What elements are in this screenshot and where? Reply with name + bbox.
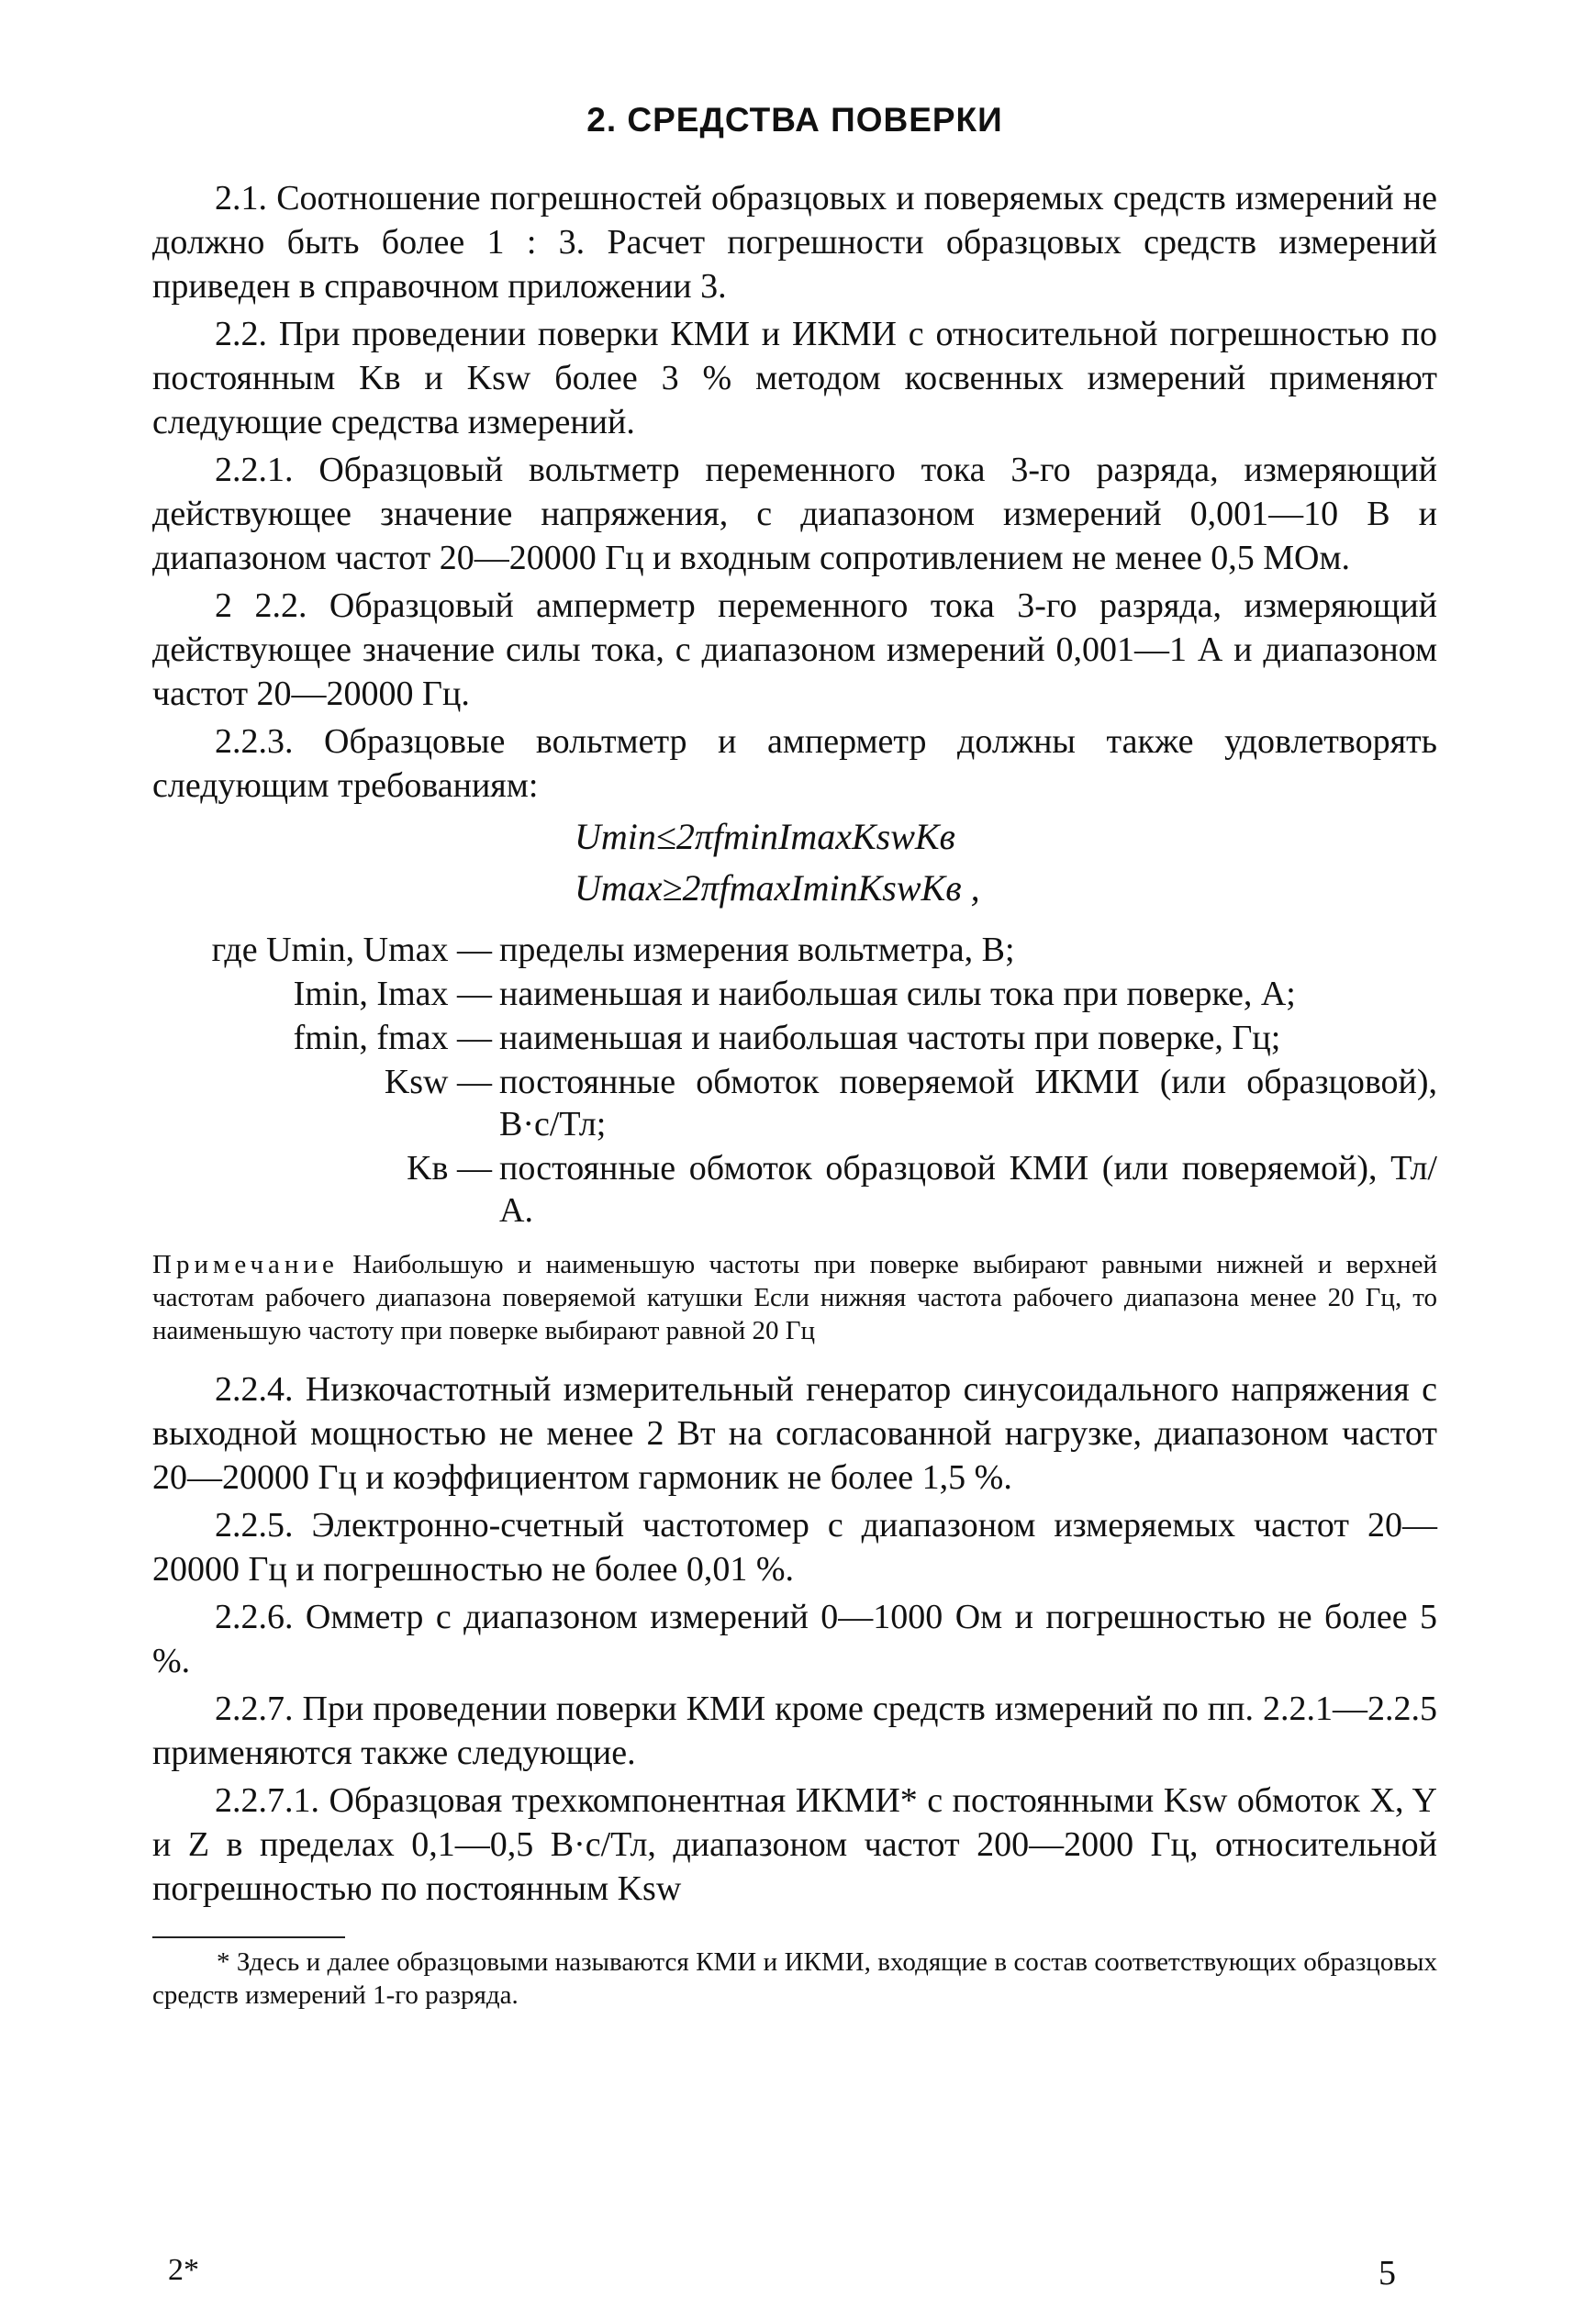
paragraph-2-2-2: 2 2.2. Образцовый амперметр переменного тока 3-го разряда, измеряющий действующее значение силы тока, с диапазоном измерений 0,001—1 А и диапазоном частот 20—20000 Гц. bbox=[152, 586, 1437, 713]
paragraph-2-2-1: 2.2.1. Образцовый вольтметр переменного тока 3-го разряда, измеряющий действующее значение напряжения, с диапазоном измерений 0,001—10 В и диапазоном частот 20—20000 Гц и входным сопротивлением не менее 0,5 МОм. bbox=[152, 451, 1437, 577]
definition-row bbox=[152, 1017, 1437, 1059]
definition-row bbox=[152, 1061, 1437, 1145]
definitions-list bbox=[152, 929, 1437, 1232]
definition-row bbox=[152, 1147, 1437, 1232]
document-page bbox=[152, 101, 1437, 2012]
definition-term: fmin, fmax — bbox=[293, 1019, 492, 1057]
paragraph-2-2-5: 2.2.5. Электронно-счетный частотомер с диапазоном измеряемых частот 20—20000 Гц и погрешностью не более 0,01 %. bbox=[152, 1506, 1437, 1589]
paragraph-2-2-6: 2.2.6. Омметр с диапазоном измерений 0—1000 Ом и погрешностью не более 5 %. bbox=[152, 1598, 1437, 1680]
formula-umin: Umin≤2πfminImaxKswKв bbox=[575, 816, 955, 857]
definition-row bbox=[152, 929, 1437, 971]
note-label: Примечание bbox=[152, 1250, 339, 1279]
definition-row bbox=[152, 973, 1437, 1015]
formula-umax: Umax≥2πfmaxIminKswKв , bbox=[575, 867, 980, 909]
definition-text: наименьшая и наибольшая силы тока при поверке, А; bbox=[499, 975, 1296, 1013]
definition-term: Kв — bbox=[407, 1149, 492, 1188]
definition-term: где Umin, Umax — bbox=[211, 931, 492, 969]
paragraph-2-2-7-1: 2.2.7.1. Образцовая трехкомпонентная ИКМИ* с постоянными Ksw обмоток X, Y и Z в пределах 0,1—0,5 В·с/Тл, диапазоном частот 200—2000 Гц, относительной погрешностью по постоянным Ksw bbox=[152, 1781, 1437, 1908]
section-title: 2. СРЕДСТВА ПОВЕРКИ bbox=[586, 101, 1003, 139]
printer-signature: 2* bbox=[168, 2253, 199, 2287]
definition-term: Ksw — bbox=[384, 1063, 492, 1101]
note-text: Наибольшую и наименьшую частоты при поверке выбирают равными нижней и верхней частотам рабочего диапазона поверяемой катушки Если нижняя частота рабочего диапазона менее 20 Гц, то наименьшую частоту при поверке выбирают равной 20 Гц bbox=[152, 1250, 1437, 1345]
footnote: * Здесь и далее образцовыми называются КМИ и ИКМИ, входящие в состав соответствующих образцовых средств измерений 1-го разряда. bbox=[152, 1947, 1437, 2010]
definition-text: постоянные обмоток поверяемой ИКМИ (или образцовой), В·с/Тл; bbox=[499, 1063, 1437, 1143]
definition-text: пределы измерения вольтметра, В; bbox=[499, 931, 1015, 969]
paragraph-2-2-4: 2.2.4. Низкочастотный измерительный генератор синусоидального напряжения с выходной мощностью не менее 2 Вт на согласованной нагрузке, диапазоном частот 20—20000 Гц и коэффициентом гармоник не более 1,5 %. bbox=[152, 1370, 1437, 1497]
definition-text: наименьшая и наибольшая частоты при поверке, Гц; bbox=[499, 1019, 1281, 1057]
paragraph-2-2: 2.2. При проведении поверки КМИ и ИКМИ с относительной погрешностью по постоянным Kв и Ksw более 3 % методом косвенных измерений применяют следующие средства измерений. bbox=[152, 315, 1437, 441]
definition-text: постоянные обмоток образцовой КМИ (или поверяемой), Тл/А. bbox=[499, 1149, 1437, 1230]
page-number: 5 bbox=[1378, 2254, 1396, 2292]
footnote-divider bbox=[152, 1936, 345, 1938]
note-block bbox=[152, 1248, 1437, 1347]
paragraph-2-2-3: 2.2.3. Образцовые вольтметр и амперметр должны также удовлетворять следующим требованиям: bbox=[152, 722, 1437, 805]
paragraph-2-1: 2.1. Соотношение погрешностей образцовых и поверяемых средств измерений не должно быть более 1 : 3. Расчет погрешности образцовых средств измерений приведен в справочном приложении 3. bbox=[152, 179, 1437, 306]
paragraph-2-2-7: 2.2.7. При проведении поверки КМИ кроме средств измерений по пп. 2.2.1—2.2.5 применяются также следующие. bbox=[152, 1690, 1437, 1772]
definition-term: Imin, Imax — bbox=[293, 975, 492, 1013]
